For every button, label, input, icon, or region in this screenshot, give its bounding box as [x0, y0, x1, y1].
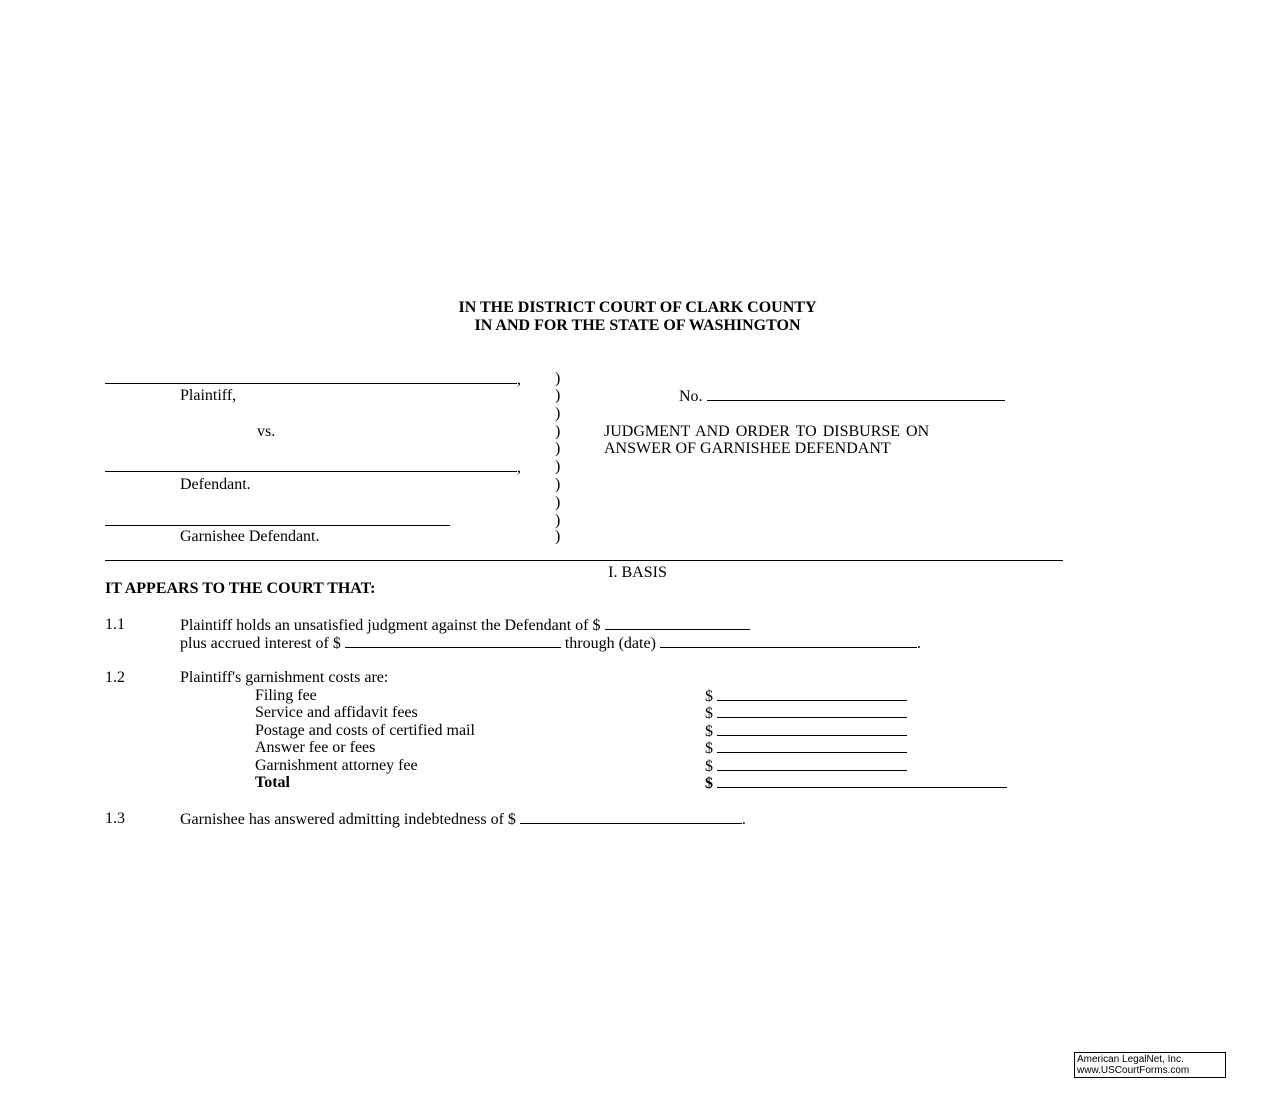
document-title-2: ANSWER OF GARNISHEE DEFENDANT [604, 440, 891, 457]
document-title-1: JUDGMENT AND ORDER TO DISBURSE ON [604, 423, 930, 440]
judgment-amount-field[interactable] [605, 616, 750, 630]
case-number-label: No. [679, 388, 703, 405]
judgment-amount-line: Plaintiff holds an unsatisfied judgment against the Defendant of $ [180, 616, 750, 635]
cost-field[interactable]: $ [705, 739, 907, 758]
cost-label: Filing fee [255, 687, 317, 704]
section-title: I. BASIS [608, 564, 667, 581]
total-label: Total [255, 774, 290, 791]
publisher-footer [1074, 1052, 1226, 1078]
defendant-name-field[interactable]: , [105, 458, 521, 477]
paren: ) [555, 423, 561, 440]
cost-field[interactable]: $ [705, 722, 907, 741]
paren: ) [555, 440, 561, 457]
cost-field[interactable]: $ [705, 757, 907, 776]
paren: ) [555, 512, 561, 529]
cost-label: Postage and costs of certified mail [255, 722, 475, 739]
cost-label: Garnishment attorney fee [255, 757, 418, 774]
cost-field[interactable]: $ [705, 704, 907, 723]
section-intro: IT APPEARS TO THE COURT THAT: [105, 580, 376, 597]
total-field[interactable]: $ [705, 774, 1007, 793]
plaintiff-label: Plaintiff, [180, 387, 237, 404]
indebtedness-field[interactable] [520, 810, 742, 824]
court-heading-1: IN THE DISTRICT COURT OF CLARK COUNTY [458, 299, 817, 316]
paren: ) [555, 476, 561, 493]
paren: ) [555, 405, 561, 422]
interest-line: plus accrued interest of $ through (date) . [180, 635, 921, 652]
court-heading-2: IN AND FOR THE STATE OF WASHINGTON [474, 317, 801, 334]
paren: ) [555, 370, 561, 387]
cost-label: Service and affidavit fees [255, 704, 418, 721]
divider [105, 560, 1063, 561]
paren: ) [555, 458, 561, 475]
case-number-field[interactable] [679, 387, 1005, 406]
indebtedness-line: Garnishee has answered admitting indebtedness of $ . [180, 811, 746, 828]
item-number: 1.3 [105, 810, 125, 827]
paren: ) [555, 528, 561, 545]
vs-label: vs. [257, 423, 276, 440]
garnishee-label: Garnishee Defendant. [180, 528, 320, 545]
cost-label: Answer fee or fees [255, 739, 376, 756]
paren: ) [555, 494, 561, 511]
publisher-name: American LegalNet, Inc. [1077, 1054, 1184, 1065]
interest-date-field[interactable] [660, 634, 917, 648]
defendant-label: Defendant. [180, 476, 251, 493]
publisher-url[interactable]: www.USCourtForms.com [1077, 1065, 1190, 1076]
cost-field[interactable]: $ [705, 687, 907, 706]
costs-intro: Plaintiff's garnishment costs are: [180, 669, 389, 686]
item-number: 1.1 [105, 616, 125, 633]
item-number: 1.2 [105, 669, 125, 686]
plaintiff-name-field[interactable]: , [105, 370, 521, 389]
paren: ) [555, 387, 561, 404]
interest-field[interactable] [345, 634, 561, 648]
